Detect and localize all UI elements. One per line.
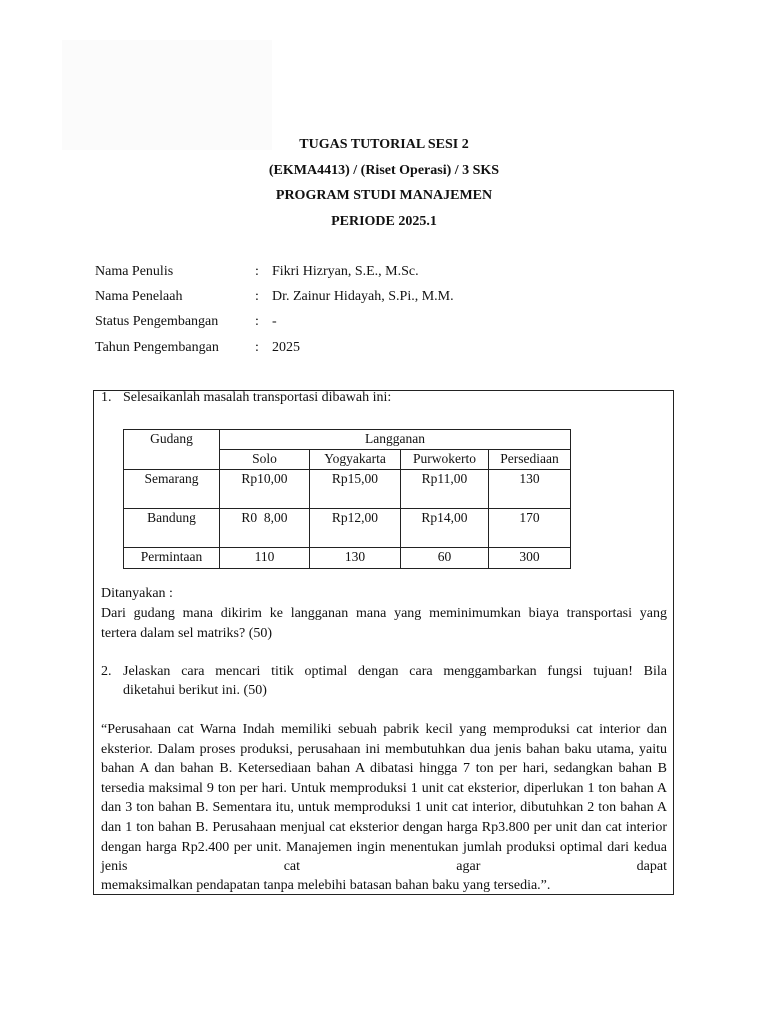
table-row-label: Permintaan	[124, 548, 220, 569]
q1-asked-line2: tertera dalam sel matriks? (50)	[101, 626, 273, 641]
meta-value: Fikri Hizryan, S.E., M.Sc.	[272, 264, 419, 279]
table-header-gudang: Gudang	[124, 430, 220, 470]
meta-colon: :	[255, 264, 259, 279]
table-cell: Rp15,00	[310, 470, 401, 509]
table-cell: Rp12,00	[310, 509, 401, 548]
table-header-langganan: Langganan	[220, 430, 571, 450]
table-row-label: Bandung	[124, 509, 220, 548]
table-cell: 60	[401, 548, 489, 569]
meta-value: Dr. Zainur Hidayah, S.Pi., M.M.	[272, 289, 454, 304]
table-column-header: Persediaan	[489, 450, 571, 470]
table-column-header: Purwokerto	[401, 450, 489, 470]
q1-text: Selesaikanlah masalah transportasi dibawah ini:	[123, 390, 392, 405]
table-cell: 130	[489, 470, 571, 509]
table-cell: R0 8,00	[220, 509, 310, 548]
table-cell: 170	[489, 509, 571, 548]
table-cell: Rp10,00	[220, 470, 310, 509]
meta-value: -	[272, 314, 277, 329]
doc-title: TUGAS TUTORIAL SESI 2	[299, 137, 469, 152]
q1-asked-line1: Dari gudang mana dikirim ke langganan mana yang meminimumkan biaya transportasi yang	[101, 606, 667, 621]
course-code: (EKMA4413) / (Riset Operasi) / 3 SKS	[268, 163, 500, 178]
meta-colon: :	[255, 340, 259, 355]
meta-colon: :	[255, 289, 259, 304]
table-header-row	[124, 430, 571, 450]
table-column-header: Yogyakarta	[310, 450, 401, 470]
table-row	[124, 470, 571, 509]
study-program: PROGRAM STUDI MANAJEMEN	[275, 188, 493, 203]
table-column-header: Solo	[220, 450, 310, 470]
q2-text-line1: Jelaskan cara mencari titik optimal dengan cara menggambarkan fungsi tujuan! Bila	[123, 664, 667, 679]
meta-label: Nama Penelaah	[95, 289, 183, 304]
q1-number: 1.	[101, 390, 112, 405]
q2-number: 2.	[101, 664, 112, 679]
table-cell: 130	[310, 548, 401, 569]
q2-case-last-line: memaksimalkan pendapatan tanpa melebihi batasan bahan baku yang tersedia.”.	[101, 878, 551, 893]
meta-label: Nama Penulis	[95, 264, 174, 279]
meta-label: Tahun Pengembangan	[95, 340, 219, 355]
q2-case-paragraph: “Perusahaan cat Warna Indah memiliki sebuah pabrik kecil yang memproduksi cat interior dan eksterior. Dalam proses produksi, perusahaan ini membutuhkan dua jenis bahan baku utama, yaitu bahan A dan bahan B. Ketersediaan bahan A dibatasi hingga 7 ton per hari, sedangkan bahan B tersedia maksimal 9 ton per hari. Untuk memproduksi 1 unit cat eksterior, diperlukan 1 ton bahan A dan 3 ton bahan B. Sementara itu, untuk memproduksi 1 unit cat interior, dibutuhkan 2 ton bahan A dan 1 ton bahan B. Perusahaan menjual cat eksterior dengan harga Rp3.800 per unit dan cat interior dengan harga Rp2.400 per unit. Manajemen ingin menentukan jumlah produksi optimal dari kedua jenis cat agar dapat	[101, 722, 667, 875]
table-row	[124, 548, 571, 569]
period: PERIODE 2025.1	[331, 214, 437, 229]
table-row-label: Semarang	[124, 470, 220, 509]
table-cell: Rp14,00	[401, 509, 489, 548]
q2-text-line2: diketahui berikut ini. (50)	[123, 683, 267, 698]
q1-asked-label: Ditanyakan :	[101, 586, 173, 601]
table-cell: Rp11,00	[401, 470, 489, 509]
transport-table	[123, 429, 571, 569]
faint-watermark-area	[62, 40, 272, 150]
table-cell: 300	[489, 548, 571, 569]
meta-label: Status Pengembangan	[95, 314, 219, 329]
meta-value: 2025	[272, 340, 300, 355]
table-cell: 110	[220, 548, 310, 569]
table-row	[124, 509, 571, 548]
meta-colon: :	[255, 314, 259, 329]
